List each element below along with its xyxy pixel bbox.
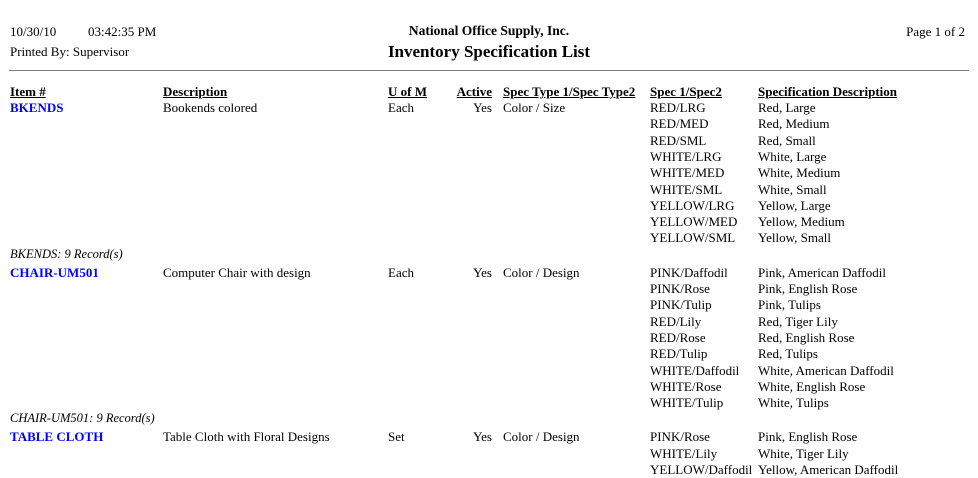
spec-value: WHITE/Rose	[650, 378, 722, 394]
spec-description: Pink, Tulips	[758, 297, 821, 313]
item-active: Yes	[473, 100, 492, 115]
spec-description: Yellow, Medium	[758, 214, 845, 230]
spec-value: WHITE/SML	[650, 181, 723, 197]
item-active: Yes	[473, 264, 492, 280]
spec-value: WHITE/MED	[650, 165, 725, 181]
item-description: Table Cloth with Floral Designs	[163, 429, 330, 445]
item-spec-type: Color / Design	[503, 264, 580, 280]
spec-value: WHITE/Daffodil	[650, 362, 740, 378]
spec-value: PINK/Rose	[650, 281, 710, 296]
spec-description: Yellow, Large	[758, 197, 831, 213]
spec-value: YELLOW/LRG	[650, 197, 735, 213]
spec-value: RED/MED	[650, 116, 709, 132]
spec-description: Pink, American Daffodil	[758, 264, 886, 280]
spec-value: PINK/Tulip	[650, 297, 712, 313]
report-date: 10/30/10	[10, 24, 57, 39]
spec-value: WHITE/LRG	[650, 148, 722, 164]
column-header-spec-type: Spec Type 1/Spec Type2	[503, 84, 636, 99]
column-header-description: Description	[163, 84, 228, 99]
column-header-active: Active	[456, 84, 492, 99]
spec-description: Yellow, American Daffodil	[758, 462, 899, 477]
column-header-item: Item #	[10, 84, 46, 99]
printed-by-label: Printed By: Supervisor	[10, 44, 130, 59]
spec-description: Yellow, Small	[758, 230, 831, 246]
spec-description: White, Tulips	[758, 395, 829, 411]
spec-description: Red, Medium	[758, 116, 830, 132]
item-number-link[interactable]: CHAIR-UM501	[10, 264, 99, 280]
item-spec-type: Color / Size	[503, 100, 566, 115]
page-number: Page 1 of 2	[906, 24, 965, 39]
spec-description: Red, Small	[758, 132, 816, 148]
spec-description: Red, English Rose	[758, 329, 855, 345]
spec-value: RED/LRG	[650, 100, 706, 115]
spec-description: Pink, English Rose	[758, 281, 858, 296]
spec-value: RED/Rose	[650, 329, 706, 345]
item-uom: Set	[388, 429, 405, 445]
spec-value: YELLOW/MED	[650, 214, 738, 230]
item-spec-type: Color / Design	[503, 429, 580, 445]
item-description: Bookends colored	[163, 100, 258, 115]
spec-value: YELLOW/Daffodil	[650, 462, 753, 477]
item-description: Computer Chair with design	[163, 264, 311, 280]
report-title: Inventory Specification List	[387, 42, 591, 61]
header-divider	[9, 70, 969, 71]
spec-description: Red, Large	[758, 100, 816, 115]
item-uom: Each	[388, 100, 414, 115]
column-header-spec: Spec 1/Spec2	[650, 84, 722, 99]
item-number-link[interactable]: BKENDS	[10, 100, 64, 115]
item-active: Yes	[473, 429, 492, 445]
spec-description: Red, Tulips	[758, 346, 818, 362]
spec-value: PINK/Rose	[650, 429, 710, 445]
spec-description: White, Tiger Lily	[758, 445, 849, 461]
company-name: National Office Supply, Inc.	[408, 23, 570, 38]
spec-description: White, Small	[758, 181, 827, 197]
spec-description: White, Large	[758, 148, 827, 164]
item-uom: Each	[388, 264, 414, 280]
spec-value: PINK/Daffodil	[650, 264, 728, 280]
spec-value: RED/Tulip	[650, 346, 708, 362]
report-time: 03:42:35 PM	[88, 24, 157, 39]
spec-description: White, American Daffodil	[758, 362, 894, 378]
spec-description: White, Medium	[758, 165, 841, 181]
group-record-count: BKENDS: 9 Record(s)	[10, 246, 123, 261]
spec-value: WHITE/Lily	[650, 445, 718, 461]
item-number-link[interactable]: TABLE CLOTH	[10, 429, 104, 445]
column-header-spec-description: Specification Description	[758, 84, 898, 99]
spec-description: White, English Rose	[758, 378, 866, 394]
spec-value: RED/SML	[650, 132, 707, 148]
spec-description: Red, Tiger Lily	[758, 313, 838, 329]
spec-value: WHITE/Tulip	[650, 395, 724, 411]
spec-description: Pink, English Rose	[758, 429, 858, 445]
column-header-uom: U of M	[388, 84, 427, 99]
spec-value: RED/Lily	[650, 313, 702, 329]
spec-value: YELLOW/SML	[650, 230, 736, 246]
group-record-count: CHAIR-UM501: 9 Record(s)	[10, 411, 155, 426]
